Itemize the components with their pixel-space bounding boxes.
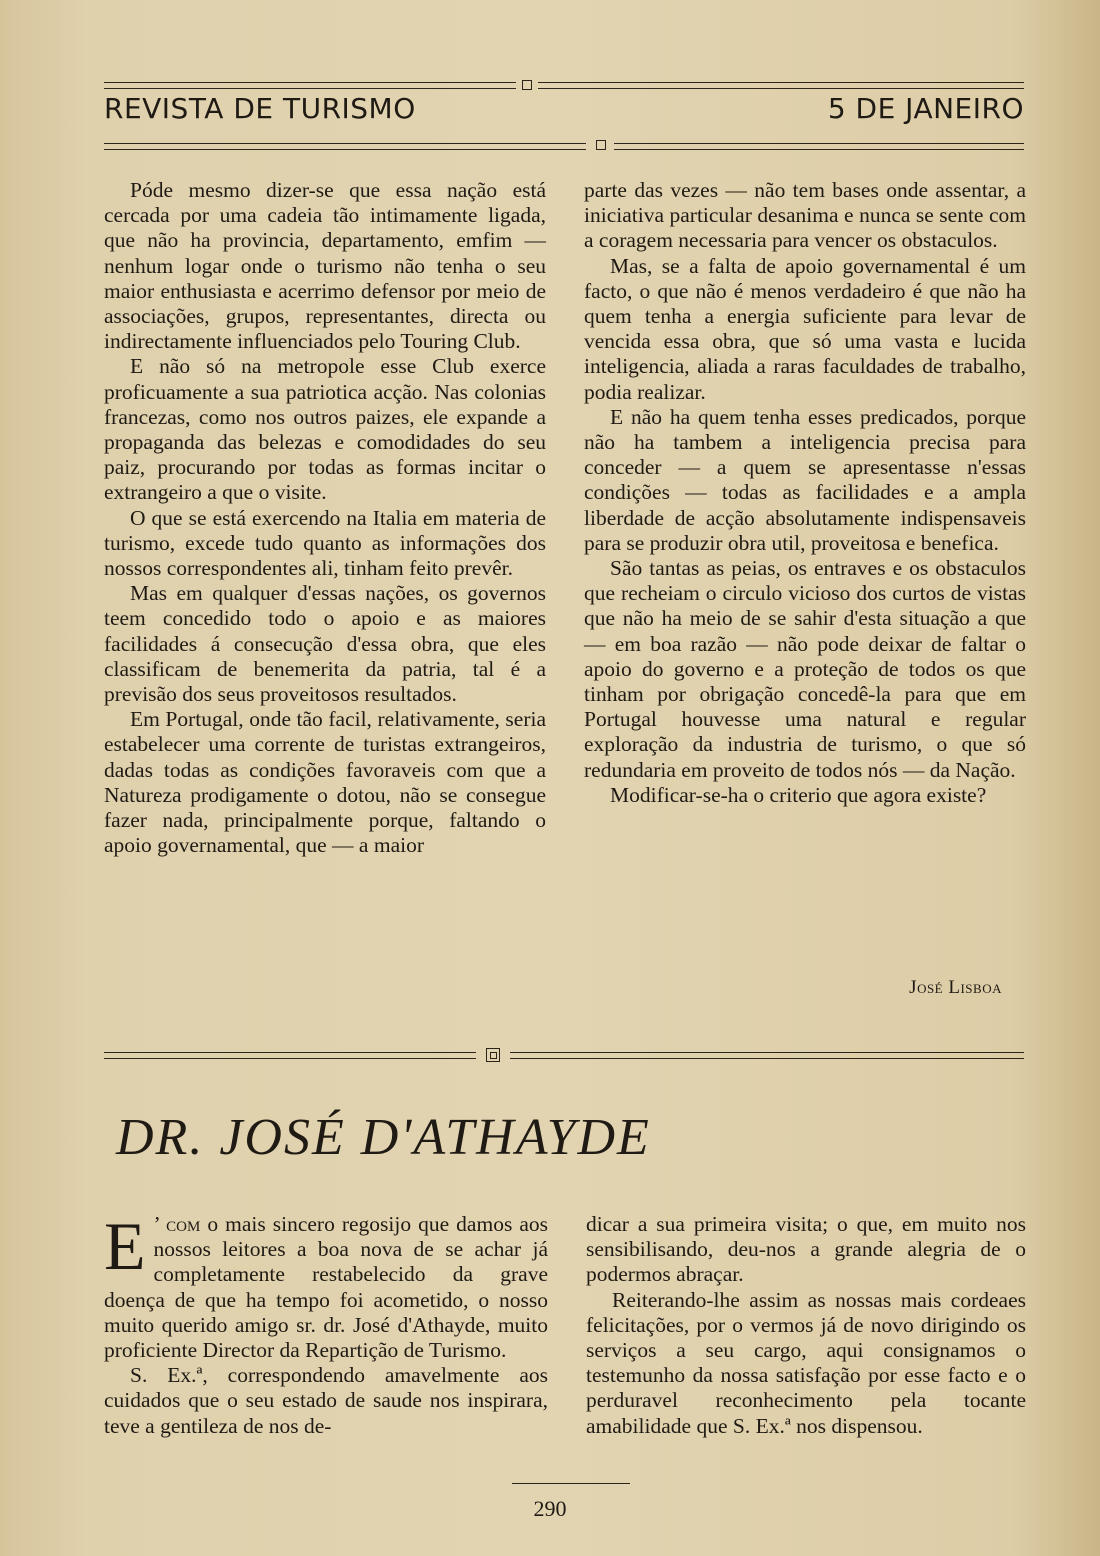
drop-cap: E bbox=[104, 1208, 146, 1284]
paragraph: Modificar-se-ha o criterio que agora existe? bbox=[610, 782, 987, 807]
paragraph: Póde mesmo dizer-se que essa nação está cercada por uma cadeia tão intimamente ligada, que não ha provincia, departamento, emfim — nenhum logar onde o turismo não tenha o seu maior enthusiasta e acerrimo defensor por meio de associações, grupos, representantes, directa ou indirectamente influenciados pelo Touring Club. bbox=[104, 178, 546, 354]
header-bottom-rule-left bbox=[104, 143, 586, 150]
running-title: REVISTA DE TURISMO bbox=[104, 92, 416, 125]
running-date: 5 DE JANEIRO bbox=[827, 92, 1024, 125]
article1-right-column bbox=[584, 178, 1026, 808]
paragraph-text: o mais sincero regosijo que damos aos nossos leitores a boa nova de se achar já completamente restabelecido da grave doença de que ha tempo foi acometido, o nosso muito querido amigo sr. dr. José d'Athayde, muito proficiente Director da Repartição de Turismo. bbox=[104, 1212, 548, 1363]
paragraph: Mas em qualquer d'essas nações, os governos teem concedido todo o apoio e as maiores facilidades á consecução d'essa obra, que eles classificam de benemerita da patria, tal é a previsão dos seus proveitosos resultados. bbox=[104, 581, 546, 707]
section-divider-right bbox=[510, 1052, 1024, 1059]
lead-in: ’ com bbox=[153, 1212, 201, 1236]
header-top-rule-left bbox=[104, 82, 516, 89]
footer-rule bbox=[512, 1483, 630, 1484]
article1-left-column bbox=[104, 178, 546, 858]
page-number: 290 bbox=[533, 1496, 567, 1521]
header-ornament-top bbox=[522, 80, 532, 90]
paragraph bbox=[104, 1208, 548, 1363]
paragraph: O que se está exercendo na Italia em materia de turismo, excede tudo quanto as informações dos nossos correspondentes ali, tinham feito prevêr. bbox=[104, 505, 546, 581]
paragraph: Em Portugal, onde tão facil, relativamente, seria estabelecer uma corrente de turistas extrangeiros, dadas todas as condições favoraveis com que a Natureza prodigamente o dotou, não se consegue fazer nada, principalmente porque, faltando o apoio governamental, que — a maior bbox=[104, 707, 546, 858]
article2-left-column bbox=[104, 1208, 548, 1439]
header-bottom-rule-right bbox=[614, 143, 1024, 150]
paragraph: E não ha quem tenha esses predicados, porque não ha tambem a inteligencia precisa para conceder — a quem se apresentasse n'essas condições — todas as facilidades e a ampla liberdade de acção absolutamente indispensaveis para se produzir obra util, proveitosa e benefica. bbox=[584, 404, 1026, 555]
header-ornament-bottom bbox=[596, 140, 606, 150]
author-signature: José Lisboa bbox=[909, 977, 1002, 998]
paragraph: E não só na metropole esse Club exerce proficuamente a sua patriotica acção. Nas colonias francezas, como nos outros paizes, ele expande a propaganda das belezas e comodidades do seu paiz, procurando por todas as formas incitar o extrangeiro a que o visite. bbox=[104, 354, 546, 505]
article-title: DR. JOSÉ D'ATHAYDE bbox=[116, 1109, 651, 1166]
section-divider-left bbox=[104, 1052, 476, 1059]
paragraph: Mas, se a falta de apoio governamental é um facto, o que não é menos verdadeiro é que não ha quem tenha a energia suficiente para levar de vencida essa obra, que só uma vasta e lucida inteligencia, aliada a raras faculdades de trabalho, podia realizar. bbox=[584, 253, 1026, 404]
paragraph: São tantas as peias, os entraves e os obstaculos que recheiam o circulo vicioso dos curtos de vistas que não ha meio de se sahir d'esta situação a que — em boa razão — não pode deixar de faltar o apoio do governo e a proteção de todos os que tinham por obrigação concedê-la para que em Portugal houvesse uma natural e regular exploração da industria de turismo, o que só redundaria em proveito de todos nós — da Nação. bbox=[584, 556, 1026, 782]
section-divider-ornament bbox=[486, 1048, 500, 1062]
paragraph: dicar a sua primeira visita; o que, em muito nos sensibilisando, deu-nos a grande alegria de o podermos abraçar. bbox=[586, 1212, 1026, 1287]
article2-right-column bbox=[586, 1212, 1026, 1439]
header-top-rule-right bbox=[538, 82, 1024, 89]
paragraph: parte das vezes — não tem bases onde assentar, a iniciativa particular desanima e nunca se sente com a coragem necessaria para vencer os obstaculos. bbox=[584, 178, 1026, 253]
paragraph: S. Ex.ª, correspondendo amavelmente aos cuidados que o seu estado de saude nos inspirara, teve a gentileza de nos de- bbox=[104, 1363, 548, 1438]
paragraph: Reiterando-lhe assim as nossas mais cordeaes felicitações, por o vermos já de novo dirigindo os serviços a seu cargo, aqui consignamos o testemunho da nossa satisfação por esse facto e o perduravel reconhecimento pela tocante amabilidade que S. Ex.ª nos dispensou. bbox=[586, 1287, 1026, 1438]
